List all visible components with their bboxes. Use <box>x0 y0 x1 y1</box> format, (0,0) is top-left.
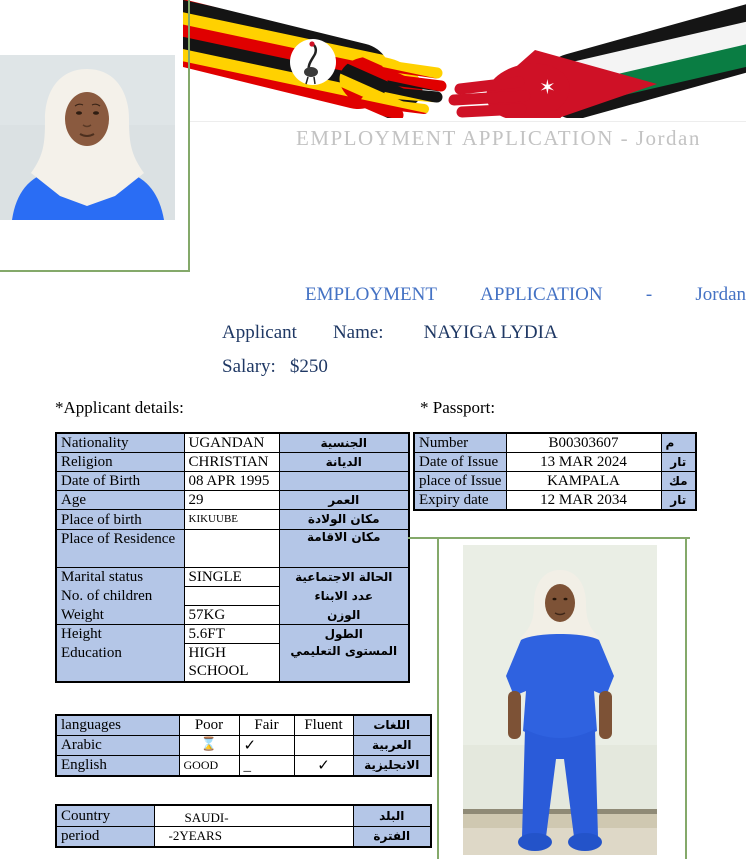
table-row <box>56 826 431 847</box>
poor-header: Poor <box>179 715 239 735</box>
applicant-label: Applicant <box>222 322 297 343</box>
table-row <box>56 755 431 776</box>
details-arabic-label: مكان الولادة <box>279 510 409 530</box>
languages-arabic-header: اللغات <box>353 715 431 735</box>
table-row <box>56 530 409 568</box>
passport-table <box>413 432 697 511</box>
poor-cell: GOOD <box>179 755 239 776</box>
details-arabic-label <box>279 472 409 491</box>
details-arabic-label: العمر <box>279 491 409 510</box>
passport-arabic-label: م <box>661 433 696 453</box>
details-label: Weight <box>56 606 184 625</box>
applicant-details-heading: *Applicant details: <box>55 398 184 417</box>
passport-arabic-label: تار <box>661 453 696 472</box>
details-label: Place of birth <box>56 510 184 530</box>
details-arabic-label: مكان الاقامة <box>279 530 409 568</box>
details-label: Religion <box>56 453 184 472</box>
details-label: Marital status <box>56 568 184 587</box>
details-arabic-label: الجنسية <box>279 433 409 453</box>
details-value: UGANDAN <box>184 433 279 453</box>
country-label: Country <box>56 805 154 826</box>
details-label: Place of Residence <box>56 530 184 568</box>
passport-label: Expiry date <box>414 491 506 511</box>
svg-text:✶: ✶ <box>539 75 556 99</box>
banner-watermark-text: EMPLOYMENT APPLICATION - Jordan <box>296 126 701 150</box>
language-arabic-label: الانجليزية <box>353 755 431 776</box>
passport-heading: * Passport: <box>420 398 496 417</box>
languages-table <box>55 714 432 777</box>
hourglass-icon: ⌛ <box>179 735 239 755</box>
language-label: Arabic <box>56 735 179 755</box>
language-label: English <box>56 755 179 776</box>
details-value <box>184 587 279 606</box>
details-value: KIKUUBE <box>184 510 279 530</box>
details-label: No. of children <box>56 587 184 606</box>
details-label: Age <box>56 491 184 510</box>
salary-row <box>222 356 328 378</box>
table-row <box>56 491 409 510</box>
jordan-flag-hand-icon <box>454 24 746 118</box>
passport-label: Date of Issue <box>414 453 506 472</box>
details-value <box>184 530 279 568</box>
uganda-flag-hand-icon <box>183 22 441 118</box>
details-value: SINGLE <box>184 568 279 587</box>
experience-table <box>55 804 432 848</box>
details-arabic-label: المستوى التعليمي <box>279 644 409 682</box>
table-row <box>56 587 409 606</box>
fluent-header: Fluent <box>294 715 353 735</box>
banner-image <box>183 0 746 118</box>
details-arabic-label: عدد الابناء <box>279 587 409 606</box>
applicant-name-row <box>222 322 558 344</box>
passport-value: B00303607 <box>506 433 661 453</box>
salary-label: Salary: <box>222 356 276 377</box>
title-word: APPLICATION <box>480 284 603 305</box>
name-label: Name: <box>332 322 384 343</box>
table-row <box>414 433 696 453</box>
table-row <box>414 453 696 472</box>
details-value: HIGH SCHOOL <box>184 644 279 682</box>
passport-label: place of Issue <box>414 472 506 491</box>
checkmark-icon: ✓ <box>239 735 294 755</box>
applicant-details-table <box>55 432 410 683</box>
country-arabic-label: البلد <box>353 805 431 826</box>
title-word: - <box>645 284 653 305</box>
details-value: CHRISTIAN <box>184 453 279 472</box>
details-label: Height <box>56 625 184 644</box>
table-row <box>56 453 409 472</box>
period-label: period <box>56 826 154 847</box>
banner-divider-line <box>188 121 746 122</box>
table-row <box>414 491 696 511</box>
table-row <box>56 568 409 587</box>
country-value: SAUDI- <box>154 805 353 826</box>
details-arabic-label: الديانة <box>279 453 409 472</box>
table-row <box>56 472 409 491</box>
fluent-cell <box>294 735 353 755</box>
period-value: -2YEARS <box>154 826 353 847</box>
table-row <box>414 472 696 491</box>
salary-value: $250 <box>289 356 328 377</box>
details-value: 08 APR 1995 <box>184 472 279 491</box>
passport-arabic-label: مك <box>661 472 696 491</box>
applicant-fullbody-photo <box>463 545 657 855</box>
applicant-portrait-photo <box>0 55 175 220</box>
details-label: Date of Birth <box>56 472 184 491</box>
table-row <box>56 606 409 625</box>
table-row <box>56 510 409 530</box>
table-row <box>56 805 431 826</box>
table-row <box>56 715 431 735</box>
passport-arabic-label: تار <box>661 491 696 511</box>
title-word: Jordan <box>695 284 746 305</box>
passport-label: Number <box>414 433 506 453</box>
table-row <box>56 735 431 755</box>
fair-header: Fair <box>239 715 294 735</box>
details-arabic-label: الوزن <box>279 606 409 625</box>
details-arabic-label: الطول <box>279 625 409 644</box>
details-arabic-label: الحالة الاجتماعية <box>279 568 409 587</box>
table-row <box>56 625 409 644</box>
fair-cell: _ <box>239 755 294 776</box>
passport-value: 12 MAR 2034 <box>506 491 661 511</box>
details-value: 5.6FT <box>184 625 279 644</box>
details-label: Education <box>56 644 184 682</box>
passport-value: KAMPALA <box>506 472 661 491</box>
checkmark-icon: ✓ <box>294 755 353 776</box>
passport-value: 13 MAR 2024 <box>506 453 661 472</box>
table-row <box>56 644 409 682</box>
page-title <box>305 284 746 306</box>
period-arabic-label: الفترة <box>353 826 431 847</box>
applicant-name-value: NAYIGA LYDIA <box>423 322 558 343</box>
language-arabic-label: العربية <box>353 735 431 755</box>
details-value: 57KG <box>184 606 279 625</box>
details-label: Nationality <box>56 433 184 453</box>
languages-header: languages <box>56 715 179 735</box>
details-value: 29 <box>184 491 279 510</box>
table-row <box>56 433 409 453</box>
title-word: EMPLOYMENT <box>305 284 437 305</box>
